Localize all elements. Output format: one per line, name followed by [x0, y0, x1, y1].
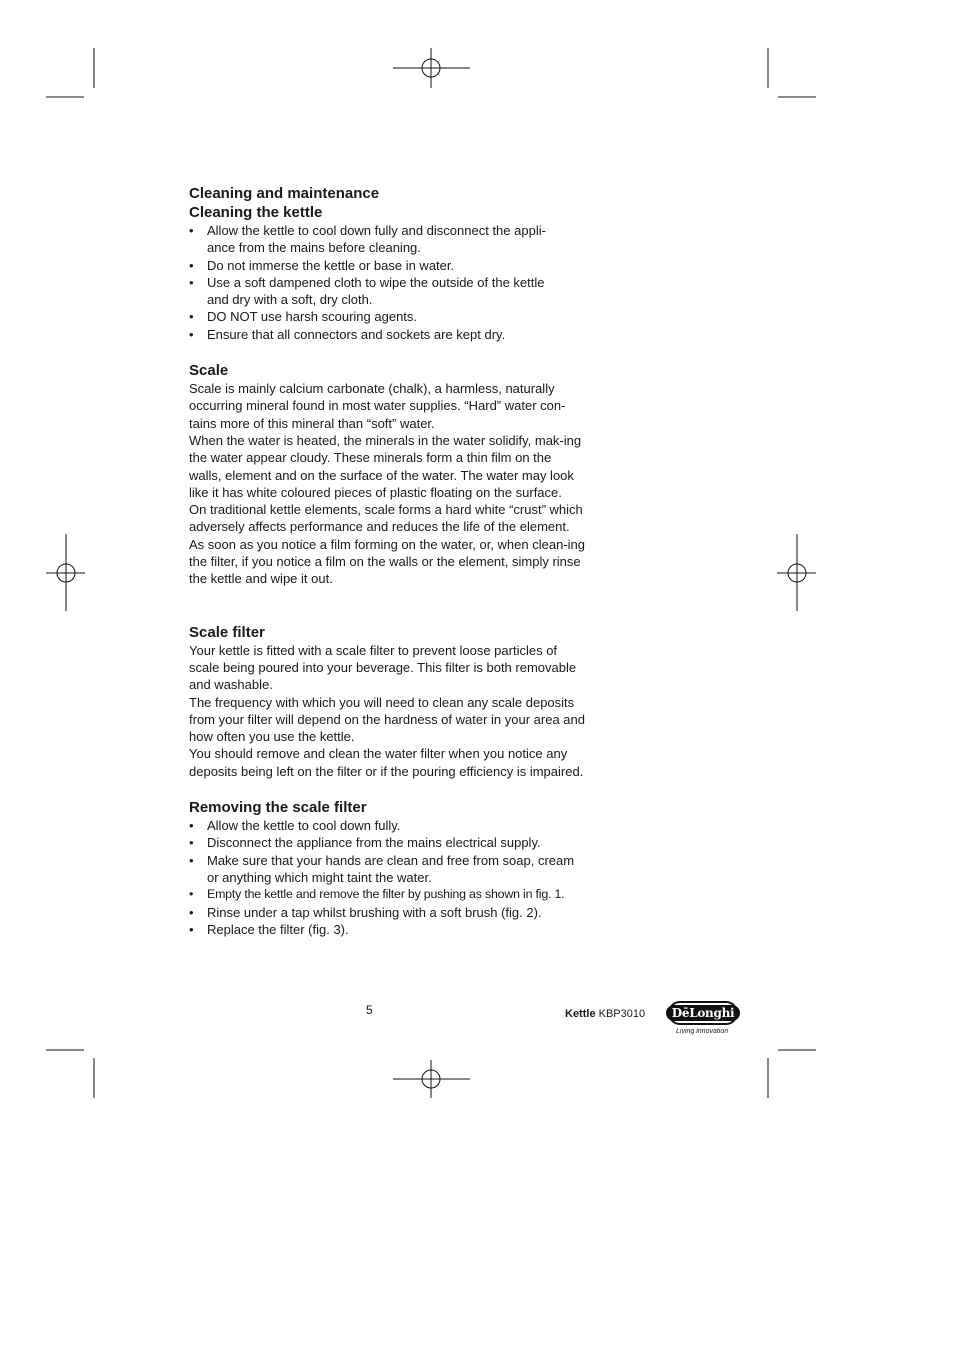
list-item: • Empty the kettle and remove the filter by pushing as shown in fig. 1.: [189, 886, 587, 903]
list-item: • Allow the kettle to cool down fully and disconnect the appli- ance from the mains before cleaning.: [189, 222, 587, 257]
heading-removing-scale-filter: Removing the scale filter: [189, 799, 367, 817]
scale-filter-paragraph: The frequency with which you will need to clean any scale deposits from your filter will depend on the hardness of water in your area and how often you use the kettle.: [189, 694, 585, 745]
scale-filter-paragraph: You should remove and clean the water filter when you notice any deposits being left on the filter or if the pouring efficiency is impaired.: [189, 746, 584, 779]
brand-logo: [668, 1001, 738, 1025]
list-item: • Disconnect the appliance from the mains electrical supply.: [189, 834, 587, 851]
heading-scale: Scale: [189, 362, 229, 380]
list-item: • Ensure that all connectors and sockets are kept dry.: [189, 326, 587, 343]
scale-paragraph: On traditional kettle elements, scale forms a hard white “crust” which adversely affects performance and reduces the life of the element.: [189, 502, 583, 535]
brand-logo-text: DēLonghi: [666, 1005, 740, 1021]
scale-paragraph: Scale is mainly calcium carbonate (chalk), a harmless, naturally occurring mineral found in most water supplies. “Hard” water con-tains more of this mineral than “soft” water.: [189, 381, 566, 431]
page-content: [189, 184, 587, 938]
page-number: 5: [366, 1003, 373, 1017]
brand-tagline: Living innovation: [676, 1028, 729, 1035]
list-item: • DO NOT use harsh scouring agents.: [189, 308, 587, 325]
list-item: • Do not immerse the kettle or base in water.: [189, 257, 587, 274]
list-item: • Use a soft dampened cloth to wipe the outside of the kettle and dry with a soft, dry cloth.: [189, 274, 587, 309]
footer-product: [565, 1008, 645, 1020]
scale-paragraph: When the water is heated, the minerals in the water solidify, mak-ing the water appear cloudy. These minerals form a thin film on the walls, element and on the surface of the water. The water may look like it has white coloured pieces of plastic floating on the surface.: [189, 432, 582, 500]
list-item: • Make sure that your hands are clean and free from soap, cream or anything which might taint the water.: [189, 852, 587, 887]
list-item: • Rinse under a tap whilst brushing with a soft brush (fig. 2).: [189, 904, 587, 921]
heading-scale-filter: Scale filter: [189, 623, 265, 641]
scale-paragraph: As soon as you notice a film forming on the water, or, when clean-ing the filter, if you notice a film on the walls or the element, simply rinse the kettle and wipe it out.: [189, 536, 585, 587]
product-label: Kettle: [565, 1008, 596, 1020]
scale-filter-paragraph: Your kettle is fitted with a scale filter to prevent loose particles of scale being poured into your beverage. This filter is both removable and washable.: [189, 642, 577, 693]
heading-cleaning-kettle: Cleaning the kettle: [189, 204, 323, 221]
model-number: KBP3010: [598, 1008, 646, 1020]
heading-cleaning-maintenance: Cleaning and maintenance: [189, 185, 380, 202]
list-item: • Allow the kettle to cool down fully.: [189, 817, 587, 834]
cleaning-list: [189, 222, 587, 343]
list-item: • Replace the filter (fig. 3).: [189, 921, 587, 938]
removing-list: [189, 817, 587, 938]
